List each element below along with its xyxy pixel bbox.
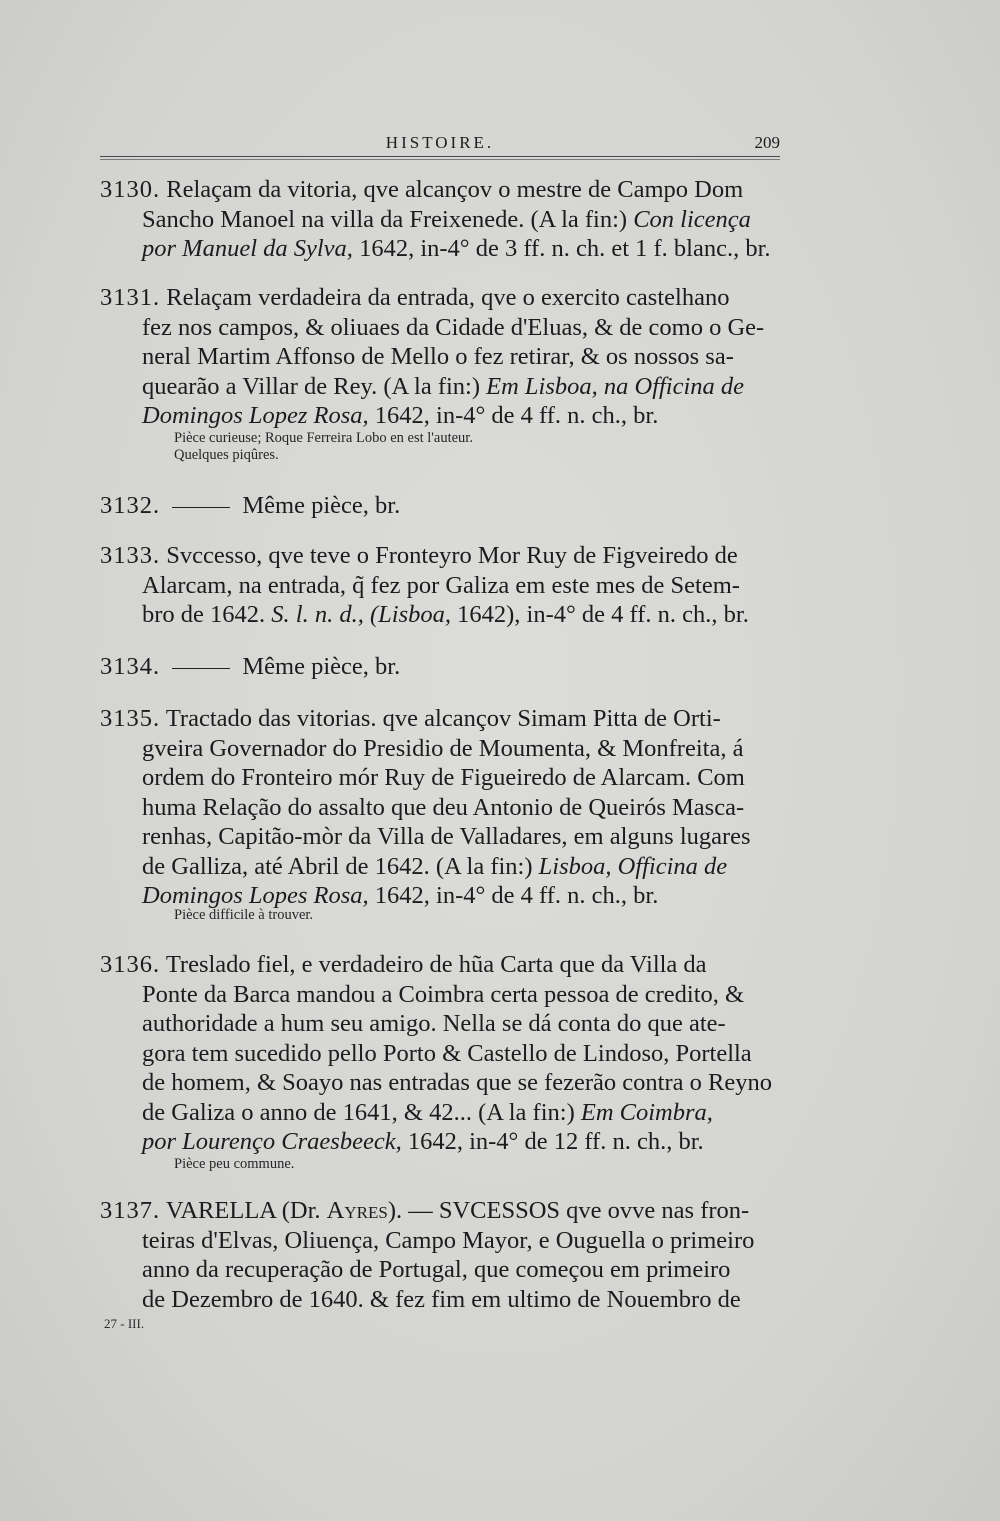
entry-text: 1642, in-4° de 4 ff. n. ch., br. — [368, 402, 659, 429]
entry-number: 3137. — [100, 1197, 161, 1224]
entry-italic: Lisboa, Officina de — [538, 852, 728, 880]
entry-text: Même pièce, br. — [242, 492, 401, 519]
entry-text: gveira Governador do Presidio de Moumenta, & Monfreita, á — [142, 734, 744, 762]
entry-number: 3131. — [100, 284, 161, 311]
running-title: HISTOIRE. — [385, 133, 495, 152]
entry-text: renhas, Capitão-mòr da Villa de Valladares, em alguns lugares — [142, 823, 751, 850]
entry-text: gora tem sucedido pello Porto & Castello de Lindoso, Portella — [142, 1039, 752, 1067]
entry-text: Treslado fiel, e verdadeiro de hũa Carta que da Villa da — [165, 951, 707, 978]
entry-3133 — [100, 541, 790, 630]
ditto-dash — [172, 668, 230, 669]
note-line: Pièce peu commune. — [174, 1156, 295, 1172]
entry-3137 — [100, 1196, 790, 1314]
entry-text: authoridade a hum seu amigo. Nella se dá conta do que ate- — [142, 1010, 726, 1037]
note-3135 — [174, 907, 313, 924]
entry-text: anno da recuperação de Portugal, que começou em primeiro — [142, 1256, 731, 1283]
entry-number: 3132. — [100, 492, 161, 519]
entry-text: neral Martim Affonso de Mello o fez retirar, & os nossos sa- — [142, 343, 734, 370]
note-3136 — [174, 1156, 294, 1173]
entry-text: Tractado das vitorias. qve alcançov Simam Pitta de Orti- — [165, 705, 721, 732]
entry-3136 — [100, 950, 790, 1157]
entry-text: Ponte da Barca mandou a Coimbra certa pessoa de credito, & — [142, 980, 745, 1008]
entry-italic: S. l. n. d., (Lisboa, — [271, 601, 451, 628]
entry-3135 — [100, 704, 790, 911]
entry-text: fez nos campos, & oliuaes da Cidade d'Eluas, & de como o Ge- — [142, 313, 765, 341]
entry-text: de Galiza o anno de 1641, & 42... (A la fin:) — [142, 1098, 581, 1126]
note-3131 — [174, 430, 473, 464]
entry-3131 — [100, 283, 790, 431]
entry-3132 — [100, 491, 790, 521]
entry-text: 1642), in-4° de 4 ff. n. ch., br. — [450, 601, 749, 628]
entry-text: quearão a Villar de Rey. (A la fin:) — [142, 372, 487, 400]
entry-number: 3134. — [100, 653, 161, 680]
entry-text: 1642, in-4° de 4 ff. n. ch., br. — [368, 882, 659, 909]
entry-italic: Domingos Lopez Rosa, — [142, 402, 369, 429]
entry-text: Svccesso, qve teve o Fronteyro Mor Ruy de Figveiredo de — [166, 542, 738, 569]
entry-number: 3133. — [100, 542, 161, 569]
entry-text: Alarcam, na entrada, q̃ fez por Galiza em este mes de Setem- — [142, 571, 740, 599]
entry-text: Relaçam da vitoria, qve alcançov o mestre de Campo Dom — [166, 176, 744, 203]
entry-text: Sancho Manoel na villa da Freixenede. (A la fin:) — [142, 205, 634, 233]
entry-number: 3136. — [100, 951, 161, 978]
header-rule — [100, 156, 780, 157]
entry-text: huma Relação do assalto que deu Antonio de Queirós Masca- — [142, 793, 745, 821]
header-rule-secondary — [100, 159, 780, 160]
entry-text: de Galliza, até Abril de 1642. (A la fin:) — [142, 852, 539, 880]
page-number: 209 — [754, 133, 780, 152]
entry-text: bro de 1642. — [142, 601, 272, 628]
entry-italic: Con licença — [633, 205, 751, 233]
note-line: Quelques piqûres. — [174, 447, 279, 463]
entry-italic: Em Coimbra, — [580, 1098, 713, 1126]
entry-text: ). — SVCESSOS qve ovve nas fron- — [387, 1197, 750, 1224]
entry-text: Relaçam verdadeira da entrada, qve o exercito castelhano — [166, 284, 730, 311]
entry-3134 — [100, 652, 790, 682]
entry-text: Même pièce, br. — [242, 653, 401, 680]
entry-text: teiras d'Elvas, Oliuença, Campo Mayor, e Ouguella o primeiro — [142, 1226, 755, 1254]
entry-text: de Dezembro de 1640. & fez fim em ultimo de Nouembro de — [142, 1285, 741, 1313]
entry-number: 3135. — [100, 705, 161, 732]
note-line: Pièce difficile à trouver. — [174, 907, 314, 923]
entry-number: 3130. — [100, 176, 161, 203]
entry-3130 — [100, 175, 790, 264]
entry-text: ordem do Fronteiro mór Ruy de Figueiredo de Alarcam. Com — [142, 764, 745, 791]
ditto-dash — [172, 507, 230, 508]
entry-smallcaps: Ayres — [326, 1197, 388, 1224]
entry-text: VARELLA (Dr. — [165, 1197, 327, 1224]
entry-italic: por Lourenço Craesbeeck, — [142, 1128, 402, 1155]
entry-italic: Em Lisboa, na Officina de — [486, 372, 745, 400]
entry-text: 1642, in-4° de 12 ff. n. ch., br. — [401, 1128, 704, 1155]
entry-italic: por Manuel da Sylva, — [142, 235, 353, 262]
running-head — [100, 133, 780, 155]
entry-text: 1642, in-4° de 3 ff. n. ch. et 1 f. blanc., br. — [352, 235, 771, 262]
signature-mark: 27 - III. — [104, 1316, 145, 1331]
entry-text: de homem, & Soayo nas entradas que se fezerão contra o Reyno — [142, 1069, 772, 1096]
entry-italic: Domingos Lopes Rosa, — [142, 882, 369, 909]
note-line: Pièce curieuse; Roque Ferreira Lobo en est l'auteur. — [174, 430, 473, 446]
